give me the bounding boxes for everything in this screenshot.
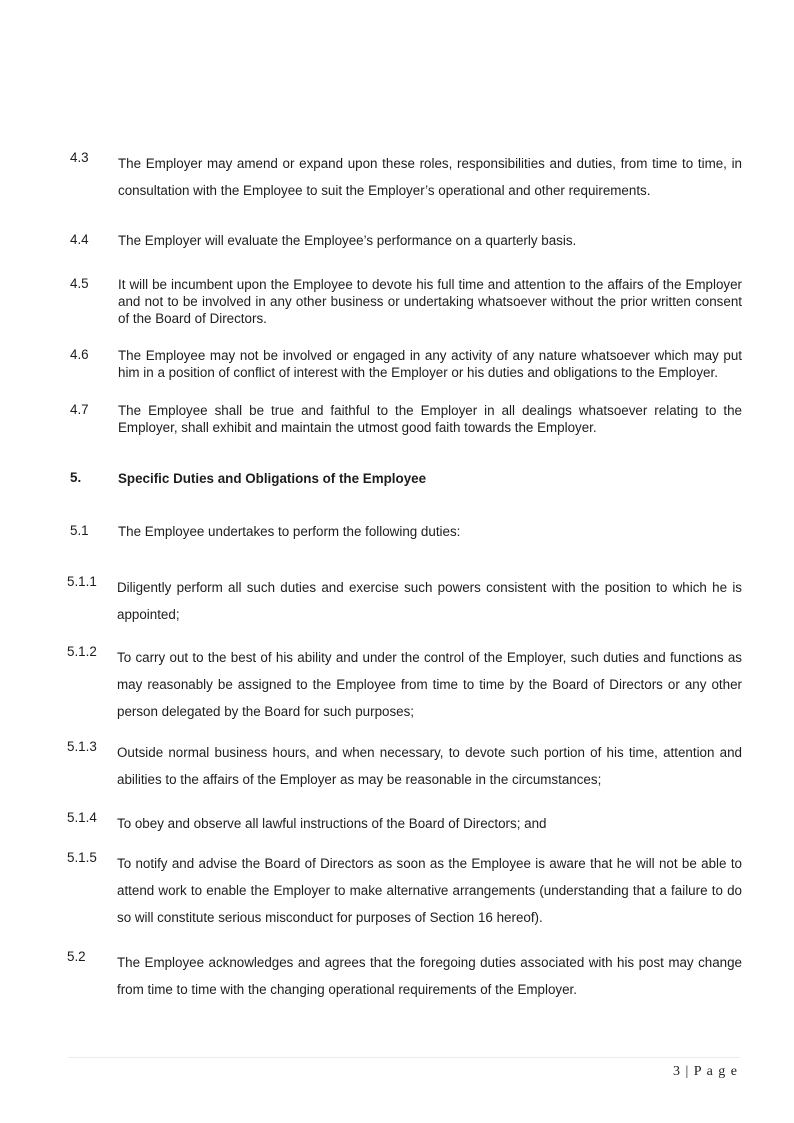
clause-text: It will be incumbent upon the Employee to devote his full time and attention to the affairs of the Employer and not to be involved in any other business or undertaking whatsoever without the prior written consent of the Board of Directors. bbox=[118, 277, 742, 326]
clause-text: The Employer will evaluate the Employee’s performance on a quarterly basis. bbox=[118, 233, 577, 248]
clause-number: 5.1.4 bbox=[67, 810, 97, 825]
clause-number: 5.1.3 bbox=[67, 739, 97, 754]
clause-text: Outside normal business hours, and when necessary, to devote such portion of his time, attention and abilities to the affairs of the Employer as may be reasonable in the circumstances; bbox=[117, 745, 742, 787]
clause-number: 5.2 bbox=[67, 949, 86, 964]
page-number: 3 | P a g e bbox=[673, 1064, 738, 1079]
section-title: Specific Duties and Obligations of the Employee bbox=[118, 471, 427, 486]
clause-number: 5.1.2 bbox=[67, 644, 97, 659]
clause-number: 5.1 bbox=[70, 523, 89, 538]
clause-text: To carry out to the best of his ability and under the control of the Employer, such duties and functions as may reasonably be assigned to the Employee from time to time by the Board of Directors or any other person delegated by the Board for such purposes; bbox=[117, 650, 742, 719]
clause-number: 5.1.5 bbox=[67, 850, 97, 865]
footer-divider bbox=[68, 1057, 740, 1058]
clause-text: The Employer may amend or expand upon these roles, responsibilities and duties, from time to time, in consultation with the Employee to suit the Employer’s operational and other requirements. bbox=[118, 156, 742, 198]
section-number: 5. bbox=[70, 470, 82, 485]
clause-text: To notify and advise the Board of Directors as soon as the Employee is aware that he will not be able to attend work to enable the Employer to make alternative arrangements (understanding that a failure to do so will constitute serious misconduct for purposes of Section 16 hereof). bbox=[117, 856, 742, 925]
clause-text: The Employee shall be true and faithful to the Employer in all dealings whatsoever relating to the Employer, shall exhibit and maintain the utmost good faith towards the Employer. bbox=[118, 403, 742, 435]
clause-number: 4.6 bbox=[70, 347, 89, 362]
clause-number: 4.3 bbox=[70, 150, 89, 165]
clause-text: The Employee acknowledges and agrees that the foregoing duties associated with his post may change from time to time with the changing operational requirements of the Employer. bbox=[117, 955, 742, 997]
clause-text: Diligently perform all such duties and exercise such powers consistent with the position to which he is appointed; bbox=[117, 580, 742, 622]
clause-text: The Employee undertakes to perform the following duties: bbox=[118, 524, 461, 539]
clause-text: The Employee may not be involved or engaged in any activity of any nature whatsoever which may put him in a position of conflict of interest with the Employer or his duties and obligations to the Employer. bbox=[118, 348, 742, 380]
clause-number: 4.5 bbox=[70, 276, 89, 291]
clause-number: 5.1.1 bbox=[67, 574, 97, 589]
clause-number: 4.4 bbox=[70, 232, 89, 247]
clause-number: 4.7 bbox=[70, 402, 89, 417]
clause-text: To obey and observe all lawful instructions of the Board of Directors; and bbox=[117, 816, 547, 831]
